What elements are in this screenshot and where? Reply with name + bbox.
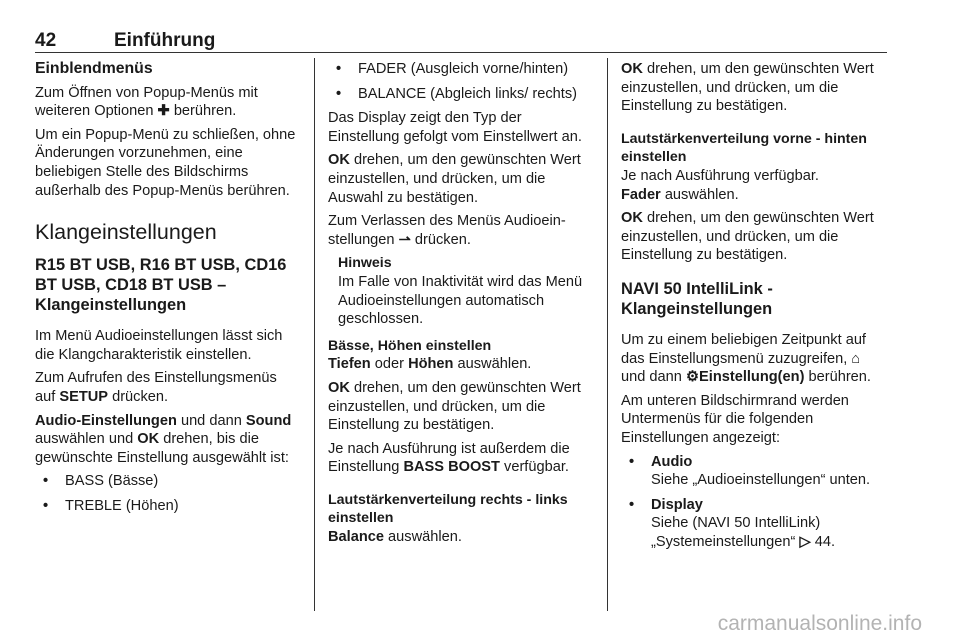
list-item: • BASS (Bässe) (35, 472, 301, 491)
list-item: • Audio Siehe „Audioeinstellungen“ unten. (621, 453, 887, 490)
paragraph: Fader auswählen. (621, 186, 739, 203)
paragraph: Je nach Ausführung ist außerdem die Einstellung BASS BOOST verfügbar. (328, 440, 570, 476)
paragraph: Balance auswählen. (328, 529, 462, 546)
home-icon: ⌂ (851, 350, 861, 367)
paragraph: Am unteren Bildschirmrand werden Untermenüs für die folgenden Einstellungen angezeigt: (621, 392, 849, 446)
paragraph: Das Display zeigt den Typ der Einstellung gefolgt vom Einstellwert an. (328, 110, 582, 145)
paragraph: Tiefen oder Höhen auswählen. (328, 356, 532, 373)
subsection-heading: Lautstärkenverteilung rechts - links einstellen (328, 491, 568, 527)
paragraph: Je nach Ausführung verfügbar. (621, 167, 819, 184)
submenu-list (621, 453, 887, 552)
plus-icon: ✚ (157, 103, 170, 120)
section-heading: Einblendmenüs (35, 60, 153, 77)
chapter-heading: Klangeinstellungen (35, 220, 217, 245)
header-rule (35, 52, 887, 53)
subsection-heading: Lautstärkenverteilung vorne - hinten einstellen (621, 130, 867, 166)
page-number: 42 (35, 30, 57, 51)
paragraph: OK drehen, um den gewünschten Wert einzustellen, und drücken, um die Einstellung zu bestätigen. (328, 379, 581, 434)
paragraph: OK drehen, um den gewünschten Wert einzustellen, und drücken, um die Einstellung zu bestätigen. (621, 210, 874, 264)
paragraph: Um zu einem beliebigen Zeitpunkt auf das Einstellungsmenü zuzugreifen, ⌂ und dann ⚙Einstellung(en) berühren. (621, 331, 871, 386)
section-heading: NAVI 50 IntelliLink - Klangeinstellungen (621, 279, 773, 318)
column-3 (621, 60, 887, 557)
column-divider (314, 58, 315, 611)
subsection-heading: Bässe, Höhen einstellen (328, 337, 492, 354)
section-heading: R15 BT USB, R16 BT USB, CD16 BT USB, CD18 BT USB – Klangeinstellungen (35, 256, 287, 315)
option-list (328, 60, 594, 103)
column-2 (328, 60, 594, 552)
paragraph: OK drehen, um den gewünschten Wert einzustellen, und drücken, um die Einstellung zu bestätigen. (621, 61, 874, 115)
page-title: Einführung (114, 30, 216, 51)
gear-icon: ⚙ (685, 369, 700, 386)
paragraph: Im Menü Audioeinstellungen lässt sich die Klangcharakteristik einstellen. (35, 328, 283, 363)
watermark: carmanualsonline.info (717, 612, 922, 635)
paragraph: OK drehen, um den gewünschten Wert einzustellen, und drücken, um die Auswahl zu bestätigen. (328, 152, 581, 206)
list-item: • Display Siehe (NAVI 50 IntelliLink) „Systemeinstellungen“ ▷ 44. (621, 496, 887, 552)
note-box (328, 254, 594, 328)
list-item: • FADER (Ausgleich vorne/hinten) (328, 60, 594, 79)
paragraph: Zum Verlassen des Menüs Audioeinstellungen ⇀ drücken. (328, 213, 566, 248)
column-1 (35, 60, 301, 522)
arrow-icon: ▷ (799, 533, 811, 550)
note-title: Hinweis (338, 255, 392, 272)
back-arrow-icon: ⇀ (398, 231, 411, 248)
paragraph: Zum Aufrufen des Einstellungsmenüs auf SETUP drücken. (35, 370, 277, 405)
paragraph: Zum Öffnen von Popup-Menüs mit weiteren Optionen ✚ berühren. (35, 84, 258, 120)
list-item: • BALANCE (Abgleich links/ rechts) (328, 85, 594, 104)
paragraph: Um ein Popup-Menü zu schließen, ohne Änderungen vorzunehmen, eine beliebigen Stelle des Bildschirms außerhalb des Popup-Menüs berühren. (35, 126, 296, 199)
paragraph: Audio-Einstellungen und dann Sound auswählen und OK drehen, bis die gewünschte Einstellung ausgewählt ist: (35, 412, 292, 466)
list-item: • TREBLE (Höhen) (35, 497, 301, 516)
option-list (35, 472, 301, 515)
column-divider (607, 58, 608, 611)
note-text: Im Falle von Inaktivität wird das Menü Audioeinstellungen automatisch geschlossen. (338, 273, 583, 328)
